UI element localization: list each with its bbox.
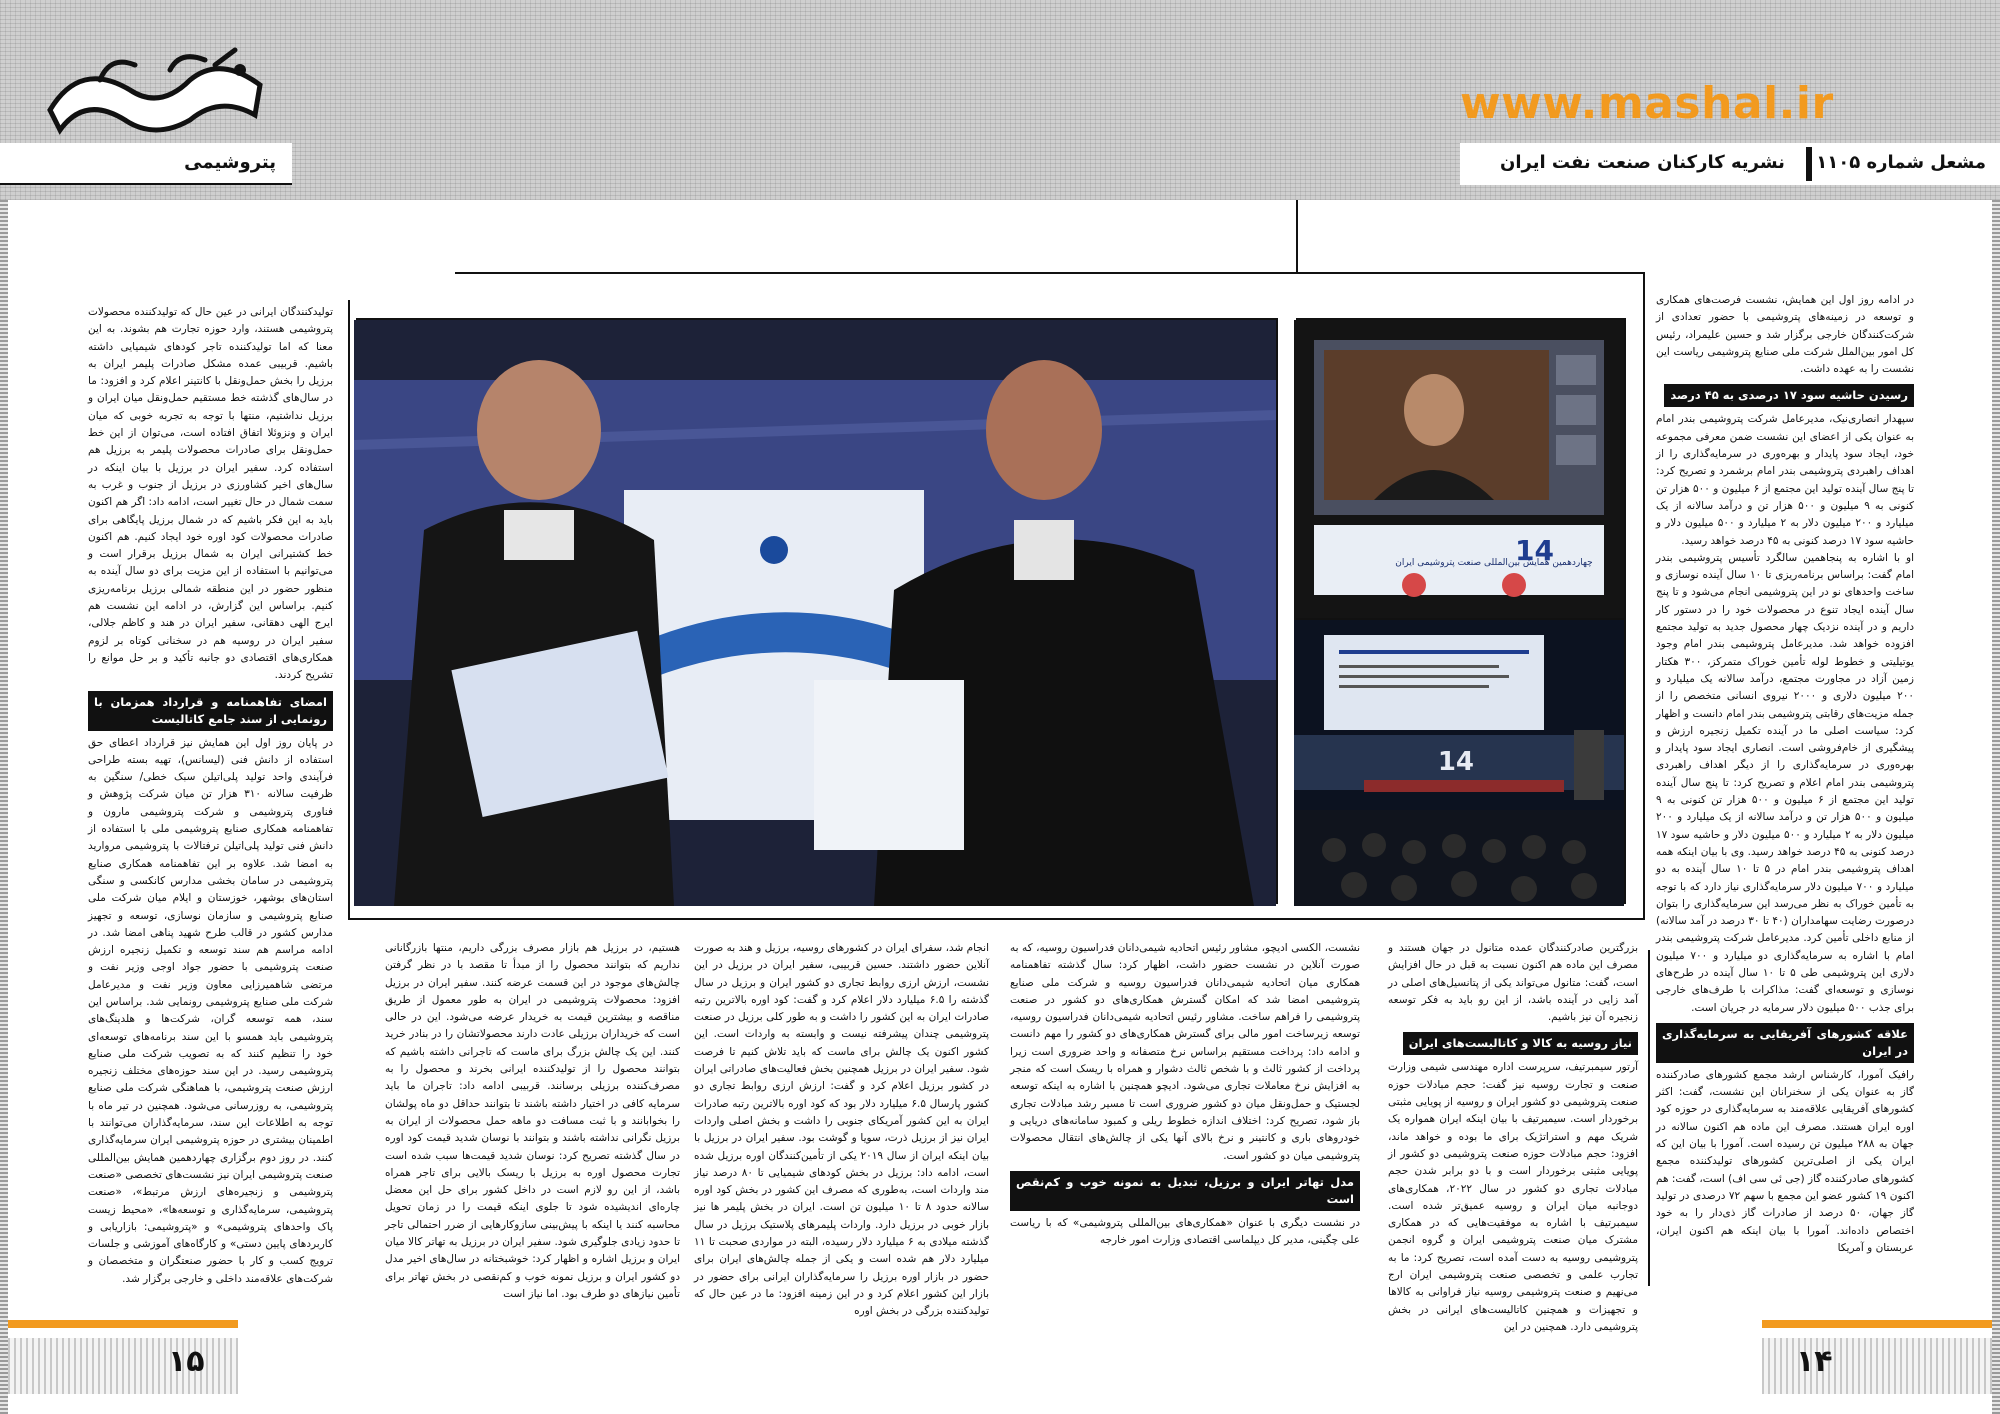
article-column-3 [1010,940,1360,1280]
article-column-5 [385,940,680,1300]
photo-banner-text: چهاردهمین همایش بین‌المللی صنعت پتروشیمی ایران [1395,558,1593,568]
paragraph: بزرگترین صادرکنندگان عمده متانول در جهان هستند و مصرف این ماده هم اکنون نسبت به قبل در حال افزایش است، گفت: متانول می‌تواند یکی از پتانسیل‌های اصلی در آمد زایی در آینده باشد، از این رو باید به فکر توسعه زنجیره آن نیز باشیم. [1388,942,1638,1024]
subheading: نیاز روسیه به کالا و کاتالیست‌های ایران [1403,1032,1638,1055]
svg-text:14: 14 [1515,534,1554,567]
paragraph: در ادامه روز اول این همایش، نشست فرصت‌های همکاری و توسعه در زمینه‌های پتروشیمی با حضور تعدادی از شرکت‌کنندگان خارجی برگزار شد و حسین علیمراد، رئیس کل امور بین‌الملل شرکت ملی صنایع پتروشیمی ریاست این نشست را به عهده داشت. [1656,294,1914,376]
online-session-illustration [1294,320,1624,620]
online-session-photo [1296,318,1626,618]
paragraph: آرتور سیمبرتیف، سرپرست اداره مهندسی شیمی وزارت صنعت و تجارت روسیه نیز گفت: حجم مبادلات حوزه صنعت پتروشیمی دو کشور ایران و روسیه از پویایی مثبتی برخوردار است. سیمبرتیف با بیان اینکه ایران همواره یک شریک مهم و استراتژیک برای ما بوده و خواهد ماند، افزود: حجم مبادلات حوزه صنعت پتروشیمی دو کشور از پویایی مثبتی برخوردار است و با دو برابر شدن حجم مبادلات تجاری دو کشور در سال ۲۰۲۲، همکاری‌های دوجانبه میان ایران و روسیه عمیق‌تر شده است. سیمبرتیف با اشاره به موفقیت‌هایی که در همکاری مشترک میان صنعت پتروشیمی ایران و گروه انجمن پتروشیمی روسیه به دست آمده است، تصریح کرد: ما به تجارب علمی و تخصصی صنعت پتروشیمی ایران ارج می‌نهیم و صنعت پتروشیمی روسیه نیاز فراوانی به کالاها و تجهیزات و همچنین کاتالیست‌های ایرانی در بخش پتروشیمی دارد. همچنین در این [1388,1061,1638,1333]
issue-number: مشعل شماره ۱۱۰۵ [1816,152,1986,173]
section-title: پتروشیمی [184,152,276,173]
subheading: امضای تفاهمنامه و قرارداد همزمان با رونمایی از سند جامع کاتالیست [88,691,333,731]
frame-line-left [348,300,350,920]
paragraph: تولیدکنندگان ایرانی در عین حال که تولیدکننده محصولات پتروشیمی هستند، وارد حوزه تجارت هم بشوند. به این معنا که اما تولیدکننده تاجر کودهای شیمیایی داشته باشیم. قربیبی عمده مشکل صادرات پلیمر ایران به برزیل را بخش حمل‌ونقل با کانتینر اعلام کرد و افزود: ما در سال‌های گذشته خط مستقیم حمل‌ونقل میان ایران و برزیل نداشتیم، منتها با توجه به تجربه خوبی که میان ایران و ونزوئلا اتفاق افتاده است، می‌توان از این خط حمل‌ونقل برای صادرات محصولات پلیمر به برزیل هم استفاده کرد. سفیر ایران در برزیل با بیان اینکه در سال‌های اخیر کشاورزی در برزیل از جنوب و غرب به سمت شمال در حال تغییر است، ادامه داد: اگر هم اکنون باید به این فکر باشیم که در شمال برزیل پایگاهی برای صادرات محصولات کود اوره خود ایجاد کنیم. هم اکنون خط کشتیرانی ایران به شمال برزیل برقرار است و می‌توانیم با استفاده از این مزیت برای دو سال آینده به منظور حضور در این منطقه شمالی برزیل برنامه‌ریزی کنیم. براساس این گزارش، در ادامه این نشست هم ایرج الهی دهقانی، سفیر ایران در هند و کاظم جلالی، سفیر ایران در روسیه هم در سخنانی کوتاه بر لزوم همکاری‌های اقتصادی دو جانبه تأکید و بر حل موانع را تشریح کردند. [88,306,333,682]
paragraph: سپهدار انصاری‌نیک، مدیرعامل شرکت پتروشیمی بندر امام به عنوان یکی از اعضای این نشست ضمن معرفی مجموعه خود، ایجاد سود پایدار و بهره‌وری در سرمایه‌گذاری را از اهداف راهبردی پتروشیمی بندر امام برشمرد و تصریح کرد: تا پنج سال آینده تولید این مجتمع از ۶ میلیون و ۵۰۰ هزار تن کنونی به ۹ میلیون و ۵۰۰ هزار تن و درآمد سالانه از یک میلیارد و ۲۰۰ میلیون دلار به ۲ میلیارد و ۵۰۰ میلیون دلار و حاشیه سود ۱۷ درصد کنونی به ۴۵ درصد خواهد رسید. [1656,413,1915,547]
publication-title: نشریه کارکنان صنعت نفت ایران [1500,152,1785,173]
paragraph: در پایان روز اول این همایش نیز قرارداد اعطای حق استفاده از دانش فنی (لیسانس)، تهیه بسته طراحی فرآیندی واحد تولید پلی‌اتیلن سبک خطی/ سنگین به ظرفیت سالانه ۳۱۰ هزار تن میان شرکت پژوهش و فناوری پتروشیمی و شرکت پتروشیمی مارون و تفاهمنامه همکاری صنایع پتروشیمی ملی با استفاده از دانش فنی تولید پلی‌اتیلن ترفتالات با پتروشیمی مروارید به امضا شد. علاوه بر این تفاهمنامه همکاری صنایع پتروشیمی در سامان بخشی مدارس کانکسی و سنگی استان‌های بوشهر، خوزستان و ایلام میان شرکت ملی صنایع پتروشیمی و سازمان نوسازی، توسعه و تجهیز مدارس کشور در قالب طرح شهید پناهی امضا شد. در ادامه مراسم هم سند توسعه و تکمیل زنجیره ارزش صنعت پتروشیمی با حضور جواد اوجی وزیر نفت و مرتضی شاهمیرزایی معاون وزیر نفت و مدیرعامل شرکت ملی صنایع پتروشیمی رونمایی شد. براساس این سند، همه توسعه گران، شرکت‌ها و هلدینگ‌های پتروشیمی باید همسو با این سند برنامه‌های توسعه‌ای خود را تنظیم کنند که به تصویب شرکت ملی صنایع پتروشیمی رسید. در این سند حوزه‌های مختلف زنجیره ارزش صنعت پتروشیمی، با هماهنگی شرکت ملی صنایع پتروشیمی، به روزرسانی می‌شود. همچنین در تیر ماه با توجه به اطلاعات این سند، سرمایه‌گذاران می‌توانند با اطمینان بیشتری در حوزه پتروشیمی ایران سرمایه‌گذاری کنند. در روز دوم برگزاری چهاردهمین همایش بین‌المللی صنعت پتروشیمی ایران نیز نشست‌های تخصصی «صنعت پتروشیمی و زنجیره‌های ارزش مرتبط»، «صنعت پتروشیمی، سرمایه‌گذاری و توسعه‌ها»، «محیط زیست پاک واحدهای پتروشیمی» و «پتروشیمی: بازاریابی و کاربردهای پایین دستی» و کارگاه‌های آموزشی و جلسات ترویج کسب و کار با حضور صنعتگران و متخصصان و شرکت‌های علاقه‌مند داخلی و خارجی برگزار شد. [88,736,333,1285]
column-rule-right [1648,950,1650,1286]
frame-line-top [455,272,1645,274]
frame-line-right [1643,272,1645,920]
conference-hall-illustration [1294,620,1624,906]
paragraph: هستیم، در برزیل هم بازار مصرف بزرگی داریم، منتها بازرگانانی نداریم که بتوانند محصول را از مبدأ تا مقصد با در نظر گرفتن چالش‌های موجود در این قسمت عرضه کنند. سفیر ایران در برزیل افزود: محصولات پتروشیمی در ایران به طور معمول از طریق مناقصه و بیشترین قیمت به خریدار عرضه می‌شود. این در حالی است که خریداران برزیلی عادت دارند محصولاتشان را در بنادر خرید کنند. این یک چالش بزرگ برای ماست که تاجرانی داشته باشیم که بتوانند محصول را از تولیدکننده ایرانی بخرند و محصول را به مصرف‌کننده برزیلی برسانند. قربیبی ادامه داد: تاجران ما باید سرمایه کافی در اختیار داشته باشند تا بتوانند حداقل دو ماه پولشان را بخوابانند و با ثبت مسافت دو ماهه حمل محصولات از ایران به برزیل نگرانی نداشته باشند و بتوانند با نوسان شدید قیمت کود اوره در سال گذشته تصریح کرد: نوسان شدید قیمت‌ها سبب شده است تجارت محصول اوره به برزیل با ریسک بالایی برای تاجر همراه باشد، از این رو لازم است در داخل کشور برای حل این معضل چاره‌ای اندیشیده شود تا جلوی اینکه قیمت را در زمان تحویل محاسبه کنند یا اینکه با پیش‌بینی سازوکارهایی از ضرر احتمالی تاجر تا حدود زیادی جلوگیری شود. سفیر ایران در برزیل به تهاتر کالا میان ایران و برزیل اشاره و اظهار کرد: خوشبختانه در سال‌های اخیر مدل دو کشور ایران و برزیل نمونه خوب و کم‌نقصی در بخش تهاتر برای تأمین نیازهای دو طرف بود. اما نیاز است [385,942,680,1300]
paragraph: انجام شد، سفرای ایران در کشورهای روسیه، برزیل و هند به صورت آنلاین حضور داشتند. حسین قربیبی، سفیر ایران در برزیل در این نشست، ارزش ارزی روابط تجاری دو کشور ایران و برزیل در سال گذشته را ۶.۵ میلیارد دلار اعلام کرد و گفت: کود اوره بالاترین رتبه صادرات ایران به این کشور را داشت و به طور کلی برزیل در صنعت پتروشیمی چندان پیشرفته نیست و وابسته به واردات است. این کشور اکنون یک چالش برای ماست که باید تلاش کنیم تا فرصت شود. سفیر ایران در برزیل همچنین بخش فعالیت‌های صادراتی ایران در کشور برزیل اعلام کرد و گفت: ارزش ارزی روابط تجاری دو کشور پارسال ۶.۵ میلیارد دلار بود که کود اوره بالاترین رتبه صادرات ایران به این کشور آمریکای جنوبی را داشت و بخش اصلی واردات ایران نیز از برزیل ذرت، سویا و گوشت بود. سفیر ایران در برزیل با بیان اینکه ایران از سال ۲۰۱۹ یکی از تأمین‌کنندگان اوره برزیل شده است، ادامه داد: برزیل در بخش کودهای شیمیایی تا ۸۰ درصد نیاز مند واردات است، به‌طوری که مصرف این کشور در بخش کود اوره سالانه حدود ۸ تا ۱۰ میلیون تن است. ایران در بخش پلیمر ها نیز بازار خوبی در برزیل دارد. واردات پلیمرهای پلاستیک برزیل در سال گذشته میلادی به ۶ میلیارد دلار رسیده، البته در مواردی صحبت تا ۱۱ میلیارد دلار هم شده است و یکی از جمله چالش‌های ایران برای حضور در بازار اوره برزیل را سرمایه‌گذاران ایرانی برای حضور در بازار این کشور اعلام کرد و در این زمینه افزود: ما در عین حال که تولیدکننده بزرگی در بخش اوره [694,942,989,1318]
footer-accent-right [1762,1320,1992,1328]
left-edge-texture [0,200,8,1414]
paragraph: رافیک آمورا، کارشناس ارشد مجمع کشورهای صادرکننده گاز به عنوان یکی از سخنرانان این نشست، گفت: اکثر کشورهای آفریقایی علاقه‌مند به سرمایه‌گذاری در حوزه کود اوره ایران هستند. مصرف این ماده هم اکنون سالانه در جهان به ۲۸۸ میلیون تن رسیده است. آمورا با بیان این که ایران یکی از اصلی‌ترین کشورهای تولیدکننده مجمع کشورهای صادرکننده گاز (جی ئی سی اف) است، گفت: هم اکنون ۱۹ کشور عضو این مجمع با سهم ۷۲ درصدی در تولید گاز جهان، ۵۰ درصد از صادرات گاز ذی‌دار را به خود اختصاص داده‌اند. آمورا با بیان اینکه هم اکنون ایران، عربستان و آمریکا [1656,1068,1915,1254]
header-divider [1806,147,1812,181]
frame-line-upper [1296,200,1298,272]
footer-accent-left [8,1320,238,1328]
paragraph: نشست، الکسی ادیچو، مشاور رئیس اتحادیه شیمی‌دانان فدراسیون روسیه، که به صورت آنلاین در نشست حضور داشت، اظهار کرد: سال گذشته تفاهمنامه همکاری میان اتحادیه شیمی‌دانان فدراسیون روسیه و شرکت ملی صنایع پتروشیمی امضا شد که امکان گسترش همکاری‌های دو کشور در صنعت پتروشیمی را فراهم ساخت. مشاور رئیس اتحادیه شیمی‌دانان فدراسیون روسیه، توسعه زیرساخت امور مالی برای گسترش همکاری‌های دو کشور را مهم دانست و ادامه داد: پرداخت مستقیم براساس نرخ متصفانه و واحد ضروری است زیرا پرداخت از کشور ثالث و با شخص ثالث دشوار و همراه با ریسک است که منجر به افزایش نرخ معاملات تجاری می‌شود. ادیچو همچنین با اشاره به اینکه توسعه لجستیک و حمل‌ونقل میان دو کشور ضروری است تا مسیر رشد مبادلات تجاری باز شود، تصریح کرد: اختلاف اندازه خطوط ریلی و کمبود سامانه‌های دریایی و خودروهای باری و کانتینر و نرخ بالای آنها یکی از چالش‌های انتقال محصولات پتروشیمی میان دو کشور است. [1010,942,1360,1162]
right-edge-texture [1992,200,2000,1414]
subheading: علاقه کشورهای آفریقایی به سرمایه‌گذاری در ایران [1656,1023,1914,1063]
main-photo [356,318,1278,904]
paragraph: او با اشاره به پنجاهمین سالگرد تأسیس پتروشیمی بندر امام گفت: براساس برنامه‌ریزی تا ۱۰ سال آینده نوسازی و ساخت واحدهای نو در این پتروشیمی انجام می‌شود و تا پنج سال آینده ایجاد تنوع در محصولات خود را در دستور کار داریم و در آینده نزدیک چهار محصول جدید به تولید مجتمع افزوده خواهد شد. مدیرعامل پتروشیمی بندر امام وجود یوتیلیتی و خطوط لوله تأمین خوراک متمرکز، ۳۰۰ هکتار زمین آزاد در مجاورت مجتمع، درآمد سالانه یک میلیارد و ۲۰۰ میلیون دلاری و ۲۰۰۰ نیروی انسانی متخصص را از جمله مزیت‌های رقابتی پتروشیمی بندر امام دانست و اظهار کرد: سیاست اصلی ما در آینده تکمیل زنجیره ارزش و پیشگیری از خام‌فروشی است. انصاری ایجاد سود پایدار و بهره‌وری در سرمایه‌گذاری را از دیگر اهداف راهبردی پتروشیمی بندر امام اعلام و تصریح کرد: تا پنج سال آینده تولید این مجتمع از ۶ میلیون و ۵۰۰ هزار تن کنونی به ۹ میلیون و ۵۰۰ هزار تن و درآمد سالانه از یک میلیارد و ۲۰۰ میلیون دلار به ۲ میلیارد و ۵۰۰ میلیون دلار و حاشیه سود ۱۷ درصد کنونی به ۴۵ درصد خواهد رسید. وی با بیان اینکه همه اهداف پتروشیمی بندر امام در ۵ تا ۱۰ سال آینده به دو میلیارد و ۷۰۰ میلیون دلار سرمایه‌گذاری نیاز دارد که با توجه به تأمین خوراک به نظر می‌رسد این سرمایه‌گذاری را بتوان درصورت رضایت سهامداران (۴۰ تا ۳۰ درصد در آمد سالانه) از منابع داخلی تأمین کرد. مدیرعامل شرکت پتروشیمی بندر امام با اشاره به سرمایه‌گذاری دو میلیارد و ۷۰۰ میلیون دلاری این پتروشیمی طی ۵ تا ۱۰ سال آینده در طرح‌های نوسازی و توسعه‌ای گفت: مذاکرات با طرف‌های خارجی برای جذب ۵۰۰ میلیون دلار سرمایه در جریان است. [1656,551,1915,1014]
page-number-left: ۱۵ [168,1344,205,1379]
page-number-right: ۱۴ [1796,1344,1833,1379]
svg-text:14: 14 [1437,747,1474,777]
mashal-logo [40,40,270,150]
article-column-4 [694,940,989,1318]
publication-header-bar [1460,143,2000,185]
article-column-1 [1656,292,1914,1292]
main-photo-illustration [354,320,1276,906]
article-column-6 [88,304,333,1284]
subheading: رسیدن حاشیه سود ۱۷ درصدی به ۴۵ درصد [1664,384,1914,407]
frame-line-bottom [348,918,1645,920]
paragraph: در نشست دیگری با عنوان «همکاری‌های بین‌المللی پتروشیمی» که با ریاست علی چگینی، مدیر کل دیپلماسی اقتصادی وزارت امور خارجه [1010,1216,1360,1247]
article-column-2 [1388,940,1638,1333]
website-url[interactable]: www.mashal.ir [1460,78,1834,129]
subheading: مدل تهاتر ایران و برزیل، تبدیل به نمونه خوب و کم‌نقص است [1010,1171,1360,1211]
conference-hall-photo [1296,618,1626,904]
section-header-bar [0,143,292,185]
